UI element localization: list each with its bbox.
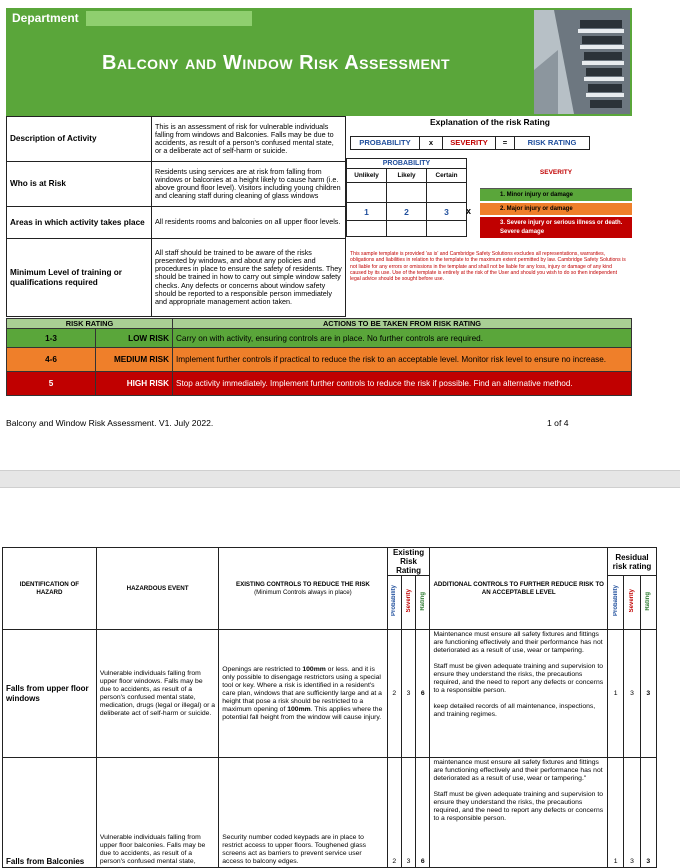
- rating-level: MEDIUM RISK: [96, 348, 173, 372]
- rating-row: [7, 372, 632, 396]
- header-identification: IDENTIFICATION OF HAZARD: [3, 548, 97, 630]
- hazard-table: [2, 547, 657, 868]
- rating-action: Stop activity immediately. Implement further controls to reduce the risk if possible. Find an alternative method.: [173, 372, 632, 396]
- existing-rating-header: Rating: [416, 576, 430, 630]
- additional-controls: maintenance must ensure all safety fixtures and fittings are functioning effectively and their performance has not deteriorated as a result of use, wear or tampering." Staff must be given adequate training and supervision to ensure they understand the risks, the precautions required, and the need to report any defects or concerns to a responsible person.: [430, 758, 608, 868]
- header-additional-controls: ADDITIONAL CONTROLS TO FURTHER REDUCE RISK TO AN ACCEPTABLE LEVEL: [430, 548, 608, 630]
- severity-level-minor: 1. Minor injury or damage: [480, 189, 632, 201]
- residual-severity: 3: [624, 758, 640, 868]
- residual-probability: 1: [607, 758, 623, 868]
- info-label: Description of Activity: [7, 117, 152, 162]
- rating-range: 4-6: [7, 348, 96, 372]
- header-residual-rating: Residual risk rating: [607, 548, 656, 576]
- probability-header: PROBABILITY: [347, 159, 467, 169]
- hazard-row: [3, 630, 657, 758]
- risk-formula: [350, 136, 594, 149]
- rating-header-row: [7, 319, 632, 329]
- header-existing-subtitle: (Minimum Controls always in place): [254, 588, 352, 596]
- info-value: This is an assessment of risk for vulnerable individuals falling from windows and Balconies. Falls may be due to accidents, as result of a person's confused mental state, or a deliberate act of self-harm or suicide.: [152, 117, 346, 162]
- risk-rating-table: [6, 318, 632, 396]
- probability-value: 3: [427, 203, 467, 221]
- header-existing-title: EXISTING CONTROLS TO REDUCE THE RISK: [235, 580, 370, 588]
- residual-severity-header: Severity: [624, 576, 640, 630]
- info-value: All residents rooms and balconies on all upper floor levels.: [152, 207, 346, 239]
- residual-probability: 1: [607, 630, 623, 758]
- hazard-identification: Falls from Balconies: [3, 758, 97, 868]
- residual-rating: 3: [640, 758, 656, 868]
- severity-header: SEVERITY: [480, 158, 632, 189]
- footer-document-name: Balcony and Window Risk Assessment. V1. July 2022.: [6, 418, 214, 428]
- probability-level: Certain: [427, 169, 467, 183]
- existing-rating: 6: [416, 758, 430, 868]
- activity-info-table: [6, 116, 346, 317]
- probability-value: 2: [387, 203, 427, 221]
- info-label: Areas in which activity takes place: [7, 207, 152, 239]
- page-break: [0, 470, 680, 488]
- severity-level-major: 2. Major injury or damage: [480, 203, 632, 215]
- building-image: [534, 10, 630, 114]
- existing-controls: Openings are restricted to 100mm or less. and it is only possible to disengage restrictors using a special tool or key. Where a risk is identified in a resident's care plan, windows that are sufficiently large and at a height that pose a risk should be restricted to a maximum opening of 100mm. This applies where the potential fall height from the window will cause injury.: [219, 630, 387, 758]
- residual-probability-header: Probability: [607, 576, 623, 630]
- info-value: All staff should be trained to be aware of the risks presented by windows, and about any policies and procedures in place to ensure the safety of residents. They should be trained in how to carry out simple window safety checks. Any defects or concerns about window safety should be reported to a responsible person immediately and appropriate management action taken.: [152, 239, 346, 317]
- actions-header: ACTIONS TO BE TAKEN FROM RISK RATING: [173, 319, 632, 329]
- info-row: [7, 239, 346, 317]
- info-label: Minimum Level of training or qualifications required: [7, 239, 152, 317]
- department-label: Department: [12, 11, 79, 25]
- info-label: Who is at Risk: [7, 162, 152, 207]
- probability-grid: [346, 158, 467, 237]
- rating-header: RISK RATING: [7, 319, 173, 329]
- formula-risk-rating: RISK RATING: [514, 136, 590, 150]
- hazard-identification: Falls from upper floor windows: [3, 630, 97, 758]
- probability-level: Unlikely: [347, 169, 387, 183]
- residual-rating: 3: [640, 630, 656, 758]
- existing-severity-header: Severity: [401, 576, 415, 630]
- document-title: Balcony and Window Risk Assessment: [101, 52, 451, 74]
- probability-value: 1: [347, 203, 387, 221]
- formula-times: x: [419, 136, 443, 150]
- hazard-event: Vulnerable individuals falling from upper floor balconies. Falls may be due to accidents, as result of a person's confused mental state,: [96, 758, 218, 868]
- department-field[interactable]: [86, 11, 252, 26]
- severity-legend: [480, 158, 632, 238]
- residual-severity: 3: [624, 630, 640, 758]
- info-row: [7, 117, 346, 162]
- existing-probability: 2: [387, 758, 401, 868]
- info-value: Residents using services are at risk from falling from windows or balconies at a height likely to cause harm (i.e. above ground floor level). Visitors including young children and cleaning staff during cleaning of glass windows: [152, 162, 346, 207]
- header-event: HAZARDOUS EVENT: [96, 548, 218, 630]
- existing-probability: 2: [387, 630, 401, 758]
- header-banner: [6, 8, 632, 116]
- existing-probability-header: Probability: [387, 576, 401, 630]
- rating-range: 5: [7, 372, 96, 396]
- info-row: [7, 162, 346, 207]
- info-row: [7, 207, 346, 239]
- severity-level-severe: 3. Severe injury or serious illness or death. Severe damage: [480, 217, 632, 238]
- header-existing-rating: Existing Risk Rating: [387, 548, 430, 576]
- formula-equals: =: [495, 136, 515, 150]
- residual-rating-header: Rating: [640, 576, 656, 630]
- existing-rating: 6: [416, 630, 430, 758]
- probability-level: Likely: [387, 169, 427, 183]
- probability-times-severity: x: [466, 206, 472, 216]
- hazard-header-row: [3, 548, 657, 576]
- hazard-row: [3, 758, 657, 868]
- additional-controls: Maintenance must ensure all safety fixtures and fittings are functioning effectively and their performance has not deteriorated as a result of use, wear or tampering. Staff must be given adequate training and supervision to ensure they understand the risks, the precautions required, and the need to report any defects or concerns to a responsible person. keep detailed records of all maintenance, inspections, and training regimes.: [430, 630, 608, 758]
- rating-action: Carry on with activity, ensuring controls are in place. No further controls are required.: [173, 329, 632, 348]
- existing-controls: Security number coded keypads are in place to restrict access to upper floors. Toughened glass screens act as barriers to prevent service user access to balcony edges.: [219, 758, 387, 868]
- footer-page-number: 1 of 4: [547, 418, 569, 428]
- header-existing-controls: [219, 548, 387, 630]
- existing-severity: 3: [401, 758, 415, 868]
- rating-row: [7, 348, 632, 372]
- rating-action: Implement further controls if practical to reduce the risk to an acceptable level. Monitor risk level to ensure no increase.: [173, 348, 632, 372]
- rating-level: HIGH RISK: [96, 372, 173, 396]
- disclaimer-text: This sample template is provided 'as is' and Cambridge Safety Solutions excludes all representations, warranties, obligations and liabilities in relation to the template to the maximum extent permitted by law. Cambridge Safety Solutions is not liable for any errors or omissions in the template and shall not be liable for any loss, injury or damage of any kind caused by its use. Use of the template is entirely at the risk of the User and should you wish to do so then independent legal advice should be sought before use.: [350, 251, 626, 283]
- rating-level: LOW RISK: [96, 329, 173, 348]
- rating-row: [7, 329, 632, 348]
- risk-explanation-title: Explanation of the risk Rating: [430, 117, 550, 127]
- rating-range: 1-3: [7, 329, 96, 348]
- formula-severity: SEVERITY: [442, 136, 496, 150]
- hazard-event: Vulnerable individuals falling from upper floor windows. Falls may be due to accidents, as result of a person's confused mental state, medication, drugs (legal or illegal) or a deliberate act of self-harm or suicide.: [96, 630, 218, 758]
- existing-severity: 3: [401, 630, 415, 758]
- formula-probability: PROBABILITY: [350, 136, 420, 150]
